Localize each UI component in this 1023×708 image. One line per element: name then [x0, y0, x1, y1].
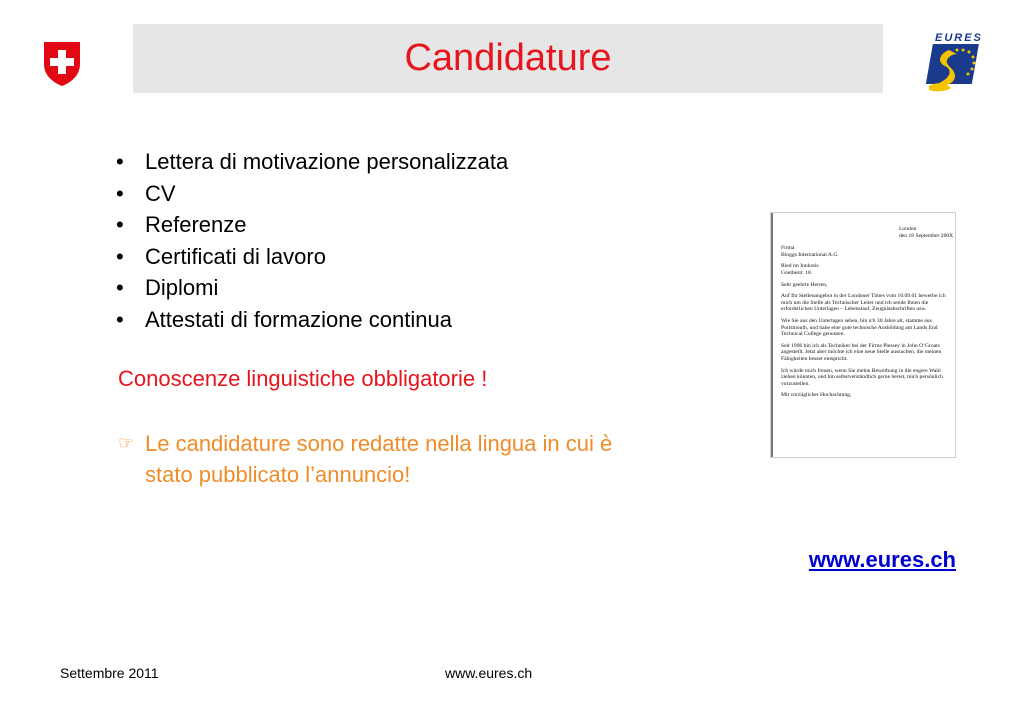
bullet-symbol: • — [116, 243, 124, 269]
letter-edge — [770, 212, 773, 458]
bullet-symbol: • — [116, 306, 124, 332]
hint-note: ☞ Le candidature sono redatte nella lingua in cui è stato pubblicato l’annuncio! — [118, 428, 612, 490]
eures-logo-text: EURES — [935, 32, 983, 44]
list-item: • Referenze — [116, 209, 508, 241]
bullet-symbol: • — [116, 180, 124, 206]
bullet-symbol: • — [116, 275, 124, 300]
language-note: Conoscenze linguistiche obbligatorie ! — [118, 366, 488, 391]
footer-date: Settembre 2011 — [60, 665, 159, 681]
bullet-symbol: • — [116, 149, 124, 174]
list-item: • Certificati di lavoro — [116, 241, 508, 273]
list-item: • Lettera di motivazione personalizzata — [116, 146, 508, 178]
requirements-list — [116, 146, 508, 335]
eures-logo — [925, 32, 983, 98]
title-bar — [133, 24, 883, 93]
swiss-cross-shield-icon — [42, 40, 82, 88]
list-item: • Attestati di formazione continua — [116, 304, 508, 336]
list-item: • CV — [116, 178, 508, 210]
bullet-symbol: • — [116, 212, 124, 237]
pointing-hand-icon: ☞ — [118, 433, 135, 453]
eures-website-link[interactable]: www.eures.ch — [808, 547, 956, 572]
sample-letter-image: London den 18 September 200X Firma Bloggs International A.G. Ried im Innkreis Goethestr. 18. Sehr geehrte Herren, Auf Ihr Stellenangebot in der Londoner Times vom 10.09.01 bewerbe ich mich um die Stelle als Technischer Leiter und ich sende Ihnen die erforderlichen Unterlagen – Lebenslauf, Zeugnisabschriften usw. Wie Sie aus den Unterlagen sehen, bin ich 30 Jahre alt, stamme aus Portsmouth, und habe eine gute technische Ausbildung am Lands End Technical College genossen. Seit 1996 bin ich als Techniker bei der Firma Plessey in John O’Groats angestellt. Jetzt aber möchte ich eine neue Stelle aussuchen, die meinen Fähigkeiten besser entspricht. Ich würde mich freuen, wenn Sie meine Bewerbung in die engere Wahl ziehen könnten, und bin selbstverständlich gerne bereit, mich persönlich vorzustellen. Mit vorzüglicher Hochachtung, — [770, 212, 956, 458]
footer-site: www.eures.ch — [445, 665, 533, 681]
list-item: • Diplomi — [116, 272, 508, 304]
page-title: Candidature — [404, 37, 612, 79]
